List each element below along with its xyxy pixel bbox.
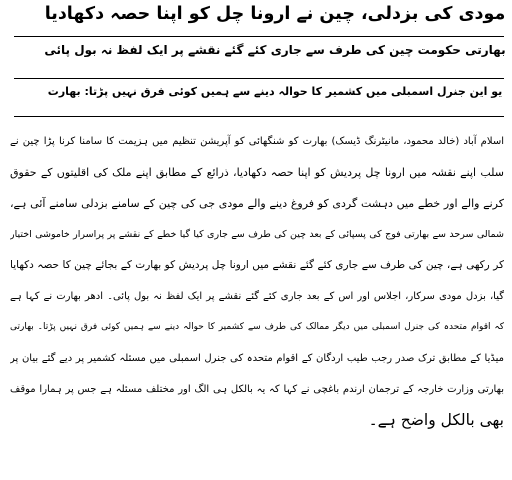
sub-headline-1: بھارتی حکومت چین کی طرف سے جاری کئے گئے نقشے پر ایک لفظ نہ بول پائی [44,43,506,57]
headline-divider [14,116,504,117]
article-line: اسلام آباد (خالد محمود، مانیٹرنگ ڈیسک) بھارت کو شنگھائی کو آپریشن تنظیم میں ہزیمت کا سامنا کرنا پڑا چین نے [10,136,504,147]
headline-block [42,0,508,122]
headline-divider [14,78,504,79]
article-line: کرنے والے اور خطے میں دہشت گردی کو فروغ دینے والے مودی جی کی چین کے سامنے بزدلی سامنے آئی ہے، [10,197,504,210]
article-line: میڈیا کے مطابق ترک صدر رجب طیب اردگان کے اقوام متحدہ کی جنرل اسمبلی میں مسئلہ کشمیر پر دیے گئے بیان پر [10,353,504,364]
headline-divider [14,36,504,37]
sub-headline-2: یو این جنرل اسمبلی میں کشمیر کا حوالہ دینے سے ہمیں کوئی فرق نہیں پڑتا: بھارت [47,85,503,98]
article-line: بھارتی وزارت خارجہ کے ترجمان ارندم باغچی نے کہا کہ یہ بالکل ہی الگ اور مختلف مسئلہ ہے جس پر ہمارا موقف [10,384,504,395]
article-line: شمالی سرحد سے بھارتی فوج کی پسپائی کے بعد چین کی طرف سے جاری کیا گیا خطے کے نقشے پر پراسرار خاموشی اختیار [10,229,504,240]
article-line: سلب اپنے نقشہ میں ارونا چل پردیش کو اپنا حصہ دکھادیا، ذرائع کے مطابق اپنے ملک کی اقلیتوں کے حقوق [10,166,504,179]
article-line: کہ اقوام متحدہ کی جنرل اسمبلی میں دیگر ممالک کی طرف سے کشمیر کا حوالہ دینے سے ہمیں کوئی فرق نہیں پڑتا۔ بھارتی [10,322,504,332]
main-headline: مودی کی بزدلی، چین نے ارونا چل کو اپنا حصہ دکھادیا [44,4,506,24]
article-line: گیا، بزدل مودی سرکار، اجلاس اور اس کے بعد جاری کئے گئے نقشے پر ایک لفظ نہ بول پائی۔ ادھر بھارت نے کہا ہے [10,291,504,302]
article-line: کر رکھی ہے، چین کی طرف سے جاری کئے گئے نقشے میں ارونا چل پردیش کو بھارت کے بجائے چین کا حصہ دکھایا [10,259,504,271]
article-line: بھی بالکل واضح ہے۔ [368,411,504,429]
article-body [10,126,504,436]
